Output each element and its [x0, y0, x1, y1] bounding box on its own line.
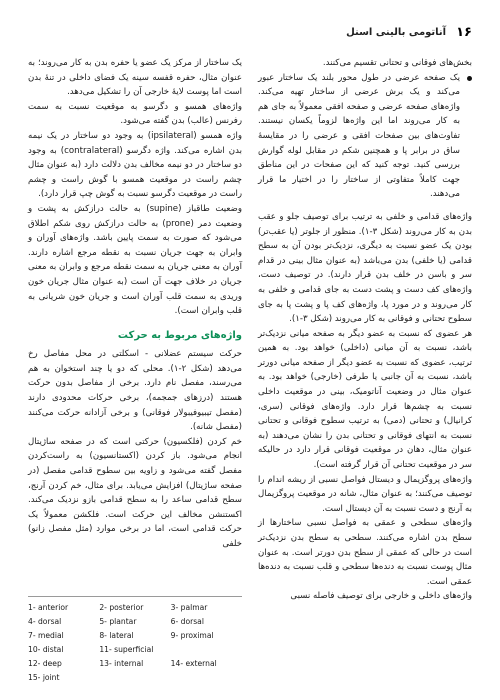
- left-column: [28, 56, 242, 552]
- bullet-item: [258, 71, 472, 202]
- paragraph: هر عضوی که نسبت به عضو دیگر به صفحه میانی نزدیک‌تر باشد، نسبت به آن میانی (داخلی) خواهد بود. به همین ترتیب، عضوی که نسبت به عضو دیگر از صفحه میانی دورتر باشد، نسبت به آن جانبی یا طرفی (خارجی) خواهد بود. به عنوان مثال در وضعیت آناتومیک، بینی در موقعیت داخلی نسبت به چشم‌ها قرار دارد. واژه‌های فوقانی (سری، کرانیال) و تحتانی (دمی) به ترتیب سطوح فوقانی و تحتانی نسبت به انتهای فوقانی و تحتانی بدن را نشان می‌دهند (به عنوان مثال، دهان در موقعیت فوقانی قرار دارد در حالیکه سر در موقعیت تحتانی آن قرار گرفته است).: [258, 328, 472, 471]
- footnote-row: [28, 601, 242, 615]
- page-number: ۱۶: [456, 24, 472, 40]
- paragraph: واژه‌های داخلی و خارجی برای توصیف فاصله نسبی: [290, 591, 472, 602]
- footnote: 2- posterior: [99, 603, 144, 612]
- footnote: 5- plantar: [99, 617, 137, 626]
- footnote-row: [28, 629, 242, 643]
- footnote: 1- anterior: [28, 603, 69, 612]
- paragraph: خم کردن (فلکسیون) حرکتی است که در صفحه ساژیتال انجام می‌شود. باز کردن (اکستانسیون) به راست‌کردن مفصل گفته می‌شود و زاویه بین سطوح قدامی مفصل (در صفحه ساژیتال) افزایش می‌یابد. برای مثال، خم کردن آرنج، سطح قدامی ساعد را به سطح قدامی بازو نزدیک می‌کند. اکستنشن مخالف این حرکت است. فلکشن معمولاً یک حرکت قدامی است، اما در برخی موارد (مثل مفصل زانو) خلفی: [28, 436, 242, 549]
- bullet-icon: [467, 76, 472, 81]
- footnote: [171, 643, 242, 657]
- paragraph: واژه‌های پروگزیمال و دیستال فواصل نسبی از ریشه اندام را توصیف می‌کنند؛ به عنوان مثال، شانه در موقعیت پروگزیمال به آرنج و دست نسبت به آن دیستال است.: [258, 474, 472, 514]
- footnote: [99, 671, 170, 685]
- paragraph: واژه همسو (ipsilateral) به وجود دو ساختار در یک نیمه بدن اشاره می‌کند. واژه دگرسو (contralateral) به وجود دو ساختار در دو نیمه مخالف بدن دلالت دارد (به عنوان مثال چشم راست در موقعیت همسو با گوش راست و چشم راست در موقعیت دگرسو نسبت به گوش چپ قرار دارد).: [28, 130, 242, 200]
- paragraph: واژه‌های قدامی و خلفی به ترتیب برای توصیف جلو و عقب بدن به کار می‌روند (شکل ۳-۱). منظور از جلوتر (یا عقب‌تر) بودن یک عضو نسبت به دیگری، نزدیک‌تر بودن آن به سطح قدامی (یا خلفی) بدن می‌باشد (به عنوان مثال بینی در قدام سر و باسن در خلف بدن قرار دارند). در توصیف دست، واژه‌های کف دست و پشت دست به جای قدامی و خلفی به کار می‌روند و در مورد پا، واژه‌های کف پا و پشت پا به جای سطوح تحتانی و فوقانی به کار می‌روند (شکل ۳-۱).: [258, 211, 472, 325]
- footnote: 7- medial: [28, 631, 64, 640]
- right-column: [258, 56, 472, 604]
- page-header: [28, 20, 472, 44]
- footnote-row: [28, 643, 242, 657]
- paragraph: یک ساختار از مرکز یک عضو یا حفره بدن به کار می‌روند؛ به عنوان مثال، حفره قفسه سینه یک فضای داخلی در تنهٔ بدن است اما پوست لایهٔ خارجی آن را تشکیل می‌دهد.: [28, 58, 242, 98]
- footnote: 14- external: [170, 659, 217, 668]
- section-heading: واژه‌های مربوط به حرکت: [117, 329, 242, 341]
- footnotes: [28, 596, 242, 685]
- footnote: [171, 671, 242, 685]
- paragraph: وضعیت طاقباز (supine) به حالت درازکش به پشت و وضعیت دمر (prone) به حالت درازکش روی شکم اطلاق می‌شود که صورت به سمت پایین باشد. واژه‌های آوران و وابران به جهت جریان نسبت به نقطه مرجع اشاره دارند. آوران به معنی جریان به سمت نقطه مرجع و وابران به معنی جریان در خلاف جهت آن است (به عنوان مثال جریان خون وریدی به سمت قلب آوران است و جریان خون شریانی به قلب وابران است).: [28, 203, 242, 317]
- footnote: 13- internal: [99, 659, 144, 668]
- footnote: 12- deep: [28, 659, 62, 668]
- footnote: 6- dorsal: [170, 617, 204, 626]
- footnote: 4- dorsal: [28, 617, 62, 626]
- footnote: 15- joint: [28, 673, 60, 682]
- paragraph: واژه‌های همسو و دگرسو به موقعیت نسبت به سمت رفرنس (عالب) بدن گفته می‌شود.: [28, 101, 242, 127]
- footnote-row: [28, 657, 242, 671]
- footnote-row: [28, 615, 242, 629]
- footnote: 10- distal: [28, 645, 64, 654]
- footnote: 11- superficial: [99, 645, 154, 654]
- paragraph: یک صفحه عرضی در طول محور بلند یک ساختار عبور می‌کند و یک برش عرضی از ساختار تهیه می‌کند. واژه‌های صفحه عرضی و صفحه افقی معمولاً به جای هم به کار می‌روند اما این واژه‌ها لزوماً یکسان نیستند. تفاوت‌های بین صفحات افقی و عرضی را در مقایسهٔ ساق در برابر پا و همچنین شکم در مقابل لوله گوارش بررسی کنید. توجه کنید که این صفحات در این مناطق جهت کاملاً متفاوتی از ساختار را در اختیار ما قرار می‌دهند.: [258, 72, 460, 200]
- footnote: 3- palmar: [170, 603, 208, 612]
- paragraph: واژه‌های سطحی و عمقی به فواصل نسبی ساختارها از سطح بدن اشاره می‌کنند. سطحی به سطح بدن نزدیک‌تر است در حالی که عمقی از سطح بدن دورتر است. به عنوان مثال پوست نسبت به دنده‌ها سطحی و قلب نسبت به دنده‌ها عمقی است.: [258, 518, 472, 587]
- footnote: 9- proximal: [170, 631, 214, 640]
- footnote-row: [28, 671, 242, 685]
- footnote: 8- lateral: [99, 631, 134, 640]
- running-title: آناتومی بالینی اسنل: [346, 26, 447, 38]
- paragraph: حرکت سیستم عضلانی - اسکلتی در محل مفاصل رخ می‌دهد (شکل ۲-۱). محلی که دو یا چند استخوان به هم می‌رسند، مفصل نام دارد. برخی از مفاصل بدون حرکت هستند (درزهای جمجمه)، برخی حرکات محدودی دارند (مفصل تیبیوفیبولار فوقانی) و برخی آزادانه حرکت می‌کنند (مفصل شانه).: [28, 349, 242, 433]
- paragraph: بخش‌های فوقانی و تحتانی تقسیم می‌کنند.: [322, 58, 472, 68]
